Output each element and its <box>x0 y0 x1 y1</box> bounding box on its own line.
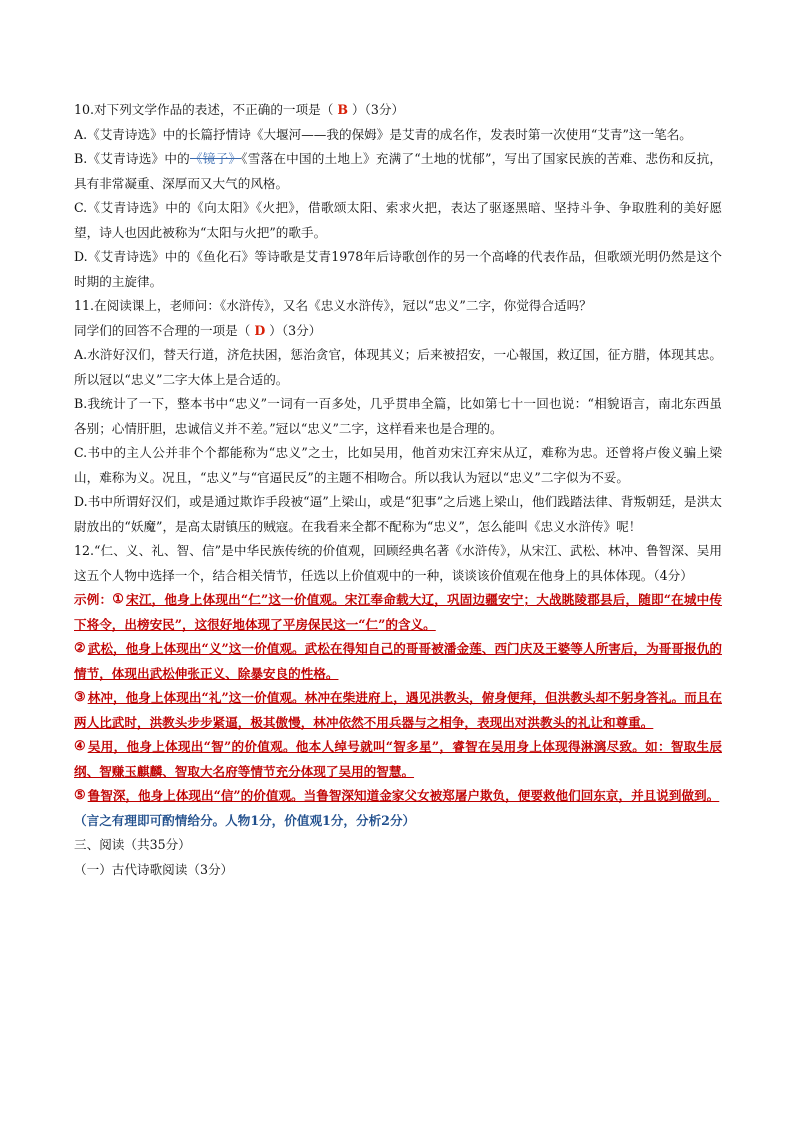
subsection-heading: （一）古代诗歌阅读（3分） <box>74 861 234 877</box>
q10-struck-title: 《镜子》 <box>189 151 242 166</box>
q12-example-5: ⑤ 鲁智深，他身上体现出“信”的价值观。当鲁智深知道金家父女被郑屠户欺负，便要救他们回东京，并且说到做到。 <box>74 788 720 803</box>
q10-option-d: D.《艾青诗选》中的《鱼化石》等诗歌是艾青1978年后诗歌创作的另一个高峰的代表作品，但歌颂光明仍然是这个时期的主旋律。 <box>74 249 722 289</box>
q11-stem-2: 同学们的回答不合理的一项是（ D ）（3分） <box>74 322 322 338</box>
q12-example-4: ④ 吴用，他身上体现出“智”的价值观。他本人绰号就叫“智多星”，睿智在吴用身上体现得淋漓尽致。如：智取生辰纲、智赚玉麒麟、智取大名府等情节充分体现了吴用的智慧。 <box>74 739 722 779</box>
q11-option-b: B.我统计了一下，整本书中“忠义”一词有一百多处，几乎贯串全篇，比如第七十一回也说：“相貌语言，南北东西虽各别；心情肝胆，忠诚信义并不差。”冠以“忠义”二字，这样看来也是合理的。 <box>74 396 722 436</box>
q12-example-1: 示例：① 宋江，他身上体现出“仁”这一价值观。宋江奉命载大辽，巩固边疆安宁；大战眺陵郡县后，随即“在城中传下将令，出榜安民”，这很好地体现了平房保民这一“仁”的含义。 <box>74 592 723 632</box>
q10-stem: 10.对下列文学作品的表述，不正确的一项是（ B ）（3分） <box>74 102 405 117</box>
circled-number: ⑤ <box>74 788 86 803</box>
q11-answer: D <box>254 322 266 338</box>
q12-stem: 12.“仁、义、礼、智、信”是中华民族传统的价值观，回顾经典名著《水浒传》，从宋江、武松、林冲、鲁智深、吴用这五个人物中选择一个，结合相关情节，任选以上价值观中的一种，谈谈该价值观在他身上的具体体现。（4分） <box>74 543 722 583</box>
circled-number: ① <box>112 592 124 607</box>
circled-number: ② <box>74 641 86 656</box>
section-heading: 三、阅读（共35分） <box>74 837 191 852</box>
q10-answer: B <box>337 102 348 117</box>
q11-stem: 11.在阅读课上，老师问：《水浒传》，又名《忠义水浒传》，冠以“忠义”二字，你觉得合适吗？ <box>74 298 592 313</box>
exam-page <box>74 98 722 882</box>
q11-option-a: A.水浒好汉们，替天行道，济危扶困，惩治贪官，体现其义；后来被招安，一心報国，救辽国，征方腊，体现其忠。所以冠以“忠义”二字大体上是合适的。 <box>74 347 722 387</box>
q10-option-c: C.《艾青诗选》中的《向太阳》《火把》，借歌颂太阳、索求火把，表达了驱逐黑暗、坚持斗争、争取胜利的美好愿望，诗人也因此被称为“太阳与火把”的歌手。 <box>74 200 722 240</box>
q12-scoring-note: （言之有理即可酌情给分。人物1分，价值观1分，分析2分） <box>74 812 416 828</box>
q10-option-b: B.《艾青诗选》中的《镜子》《雪落在中国的土地上》充满了“土地的忧郁”，写出了国家民族的苦难、悲伤和反抗，具有非常凝重、深厚而又大气的风格。 <box>74 151 723 191</box>
q10-option-a: A.《艾青诗选》中的长篇抒情诗《大堰河——我的保姆》是艾青的成名作，发表时第一次使用“艾青”这一笔名。 <box>74 126 692 142</box>
q11-option-d: D.书中所谓好汉们，或是通过欺诈手段被“逼”上梁山，或是“犯事”之后逃上梁山，他们践踏法律、背叛朝廷，是洪太尉放出的“妖魔”，是高太尉镇压的贼寇。在我看来全都不配称为“忠义”，怎么能叫《忠义水浒传》呢！ <box>74 494 722 534</box>
q11-option-c: C.书中的主人公并非个个都能称为“忠义”之士，比如吴用，他首劝宋江弃宋从辽，难称为忠。还曾将卢俊义骗上梁山，难称为义。况且，“忠义”与“官逼民反”的主题不相吻合。所以我认为冠以“忠义”二字似为不妥。 <box>74 445 722 485</box>
circled-number: ③ <box>74 690 86 705</box>
q12-example-3: ③ 林冲，他身上体现出“礼”这一价值观。林冲在柴进府上，遇见洪教头，俯身便拜，但洪教头却不躬身答礼。而且在两人比武时，洪教头步步紧逼，极其傲慢，林冲依然不用兵器与之相争，表现出对洪教头的礼让和尊重。 <box>74 690 722 730</box>
q12-example-2: ② 武松，他身上体现出“义”这一价值观。武松在得知自己的哥哥被潘金莲、西门庆及王婆等人所害后，为哥哥报仇的情节，体现出武松伸张正义、除暴安良的性格。 <box>74 641 722 681</box>
circled-number: ④ <box>74 739 86 754</box>
